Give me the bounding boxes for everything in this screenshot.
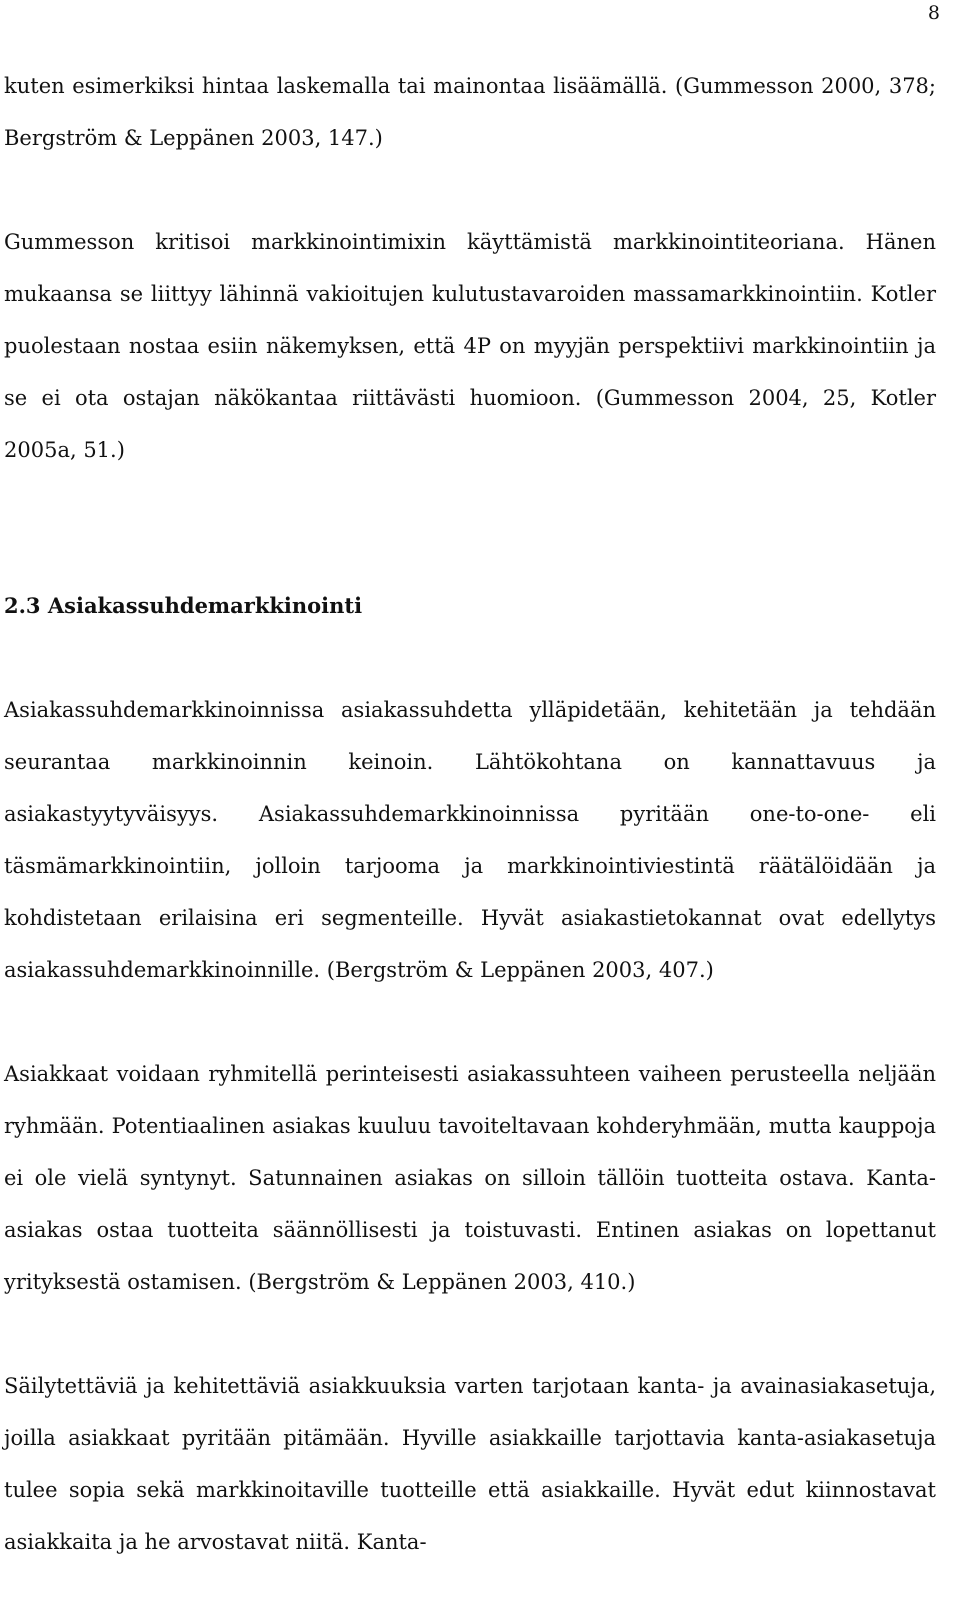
paragraph-5: Säilytettäviä ja kehitettäviä asiakkuuksia varten tarjotaan kanta- ja avainasiakasetuja, joilla asiakkaat pyritään pitämään. Hyville asiakkaille tarjottavia kanta-asiakasetuja tulee sopia sekä markkinoitaville tuotteille että asiakkaille. Hyvät edut kiinnostavat asiakkaita ja he arvostavat niitä. Kanta- <box>4 1374 936 1554</box>
paragraph-2: Gummesson kritisoi markkinointimixin käyttämistä markkinointiteoriana. Hänen mukaansa se liittyy lähinnä vakioitujen kulutustavaroiden massamarkkinointiin. Kotler puolestaan nostaa esiin näkemyksen, että 4P on myyjän perspektiivi markkinointiin ja se ei ota ostajan näkökantaa riittävästi huomioon. (Gummesson 2004, 25, Kotler 2005a, 51.) <box>4 230 936 462</box>
paragraph-gap <box>4 164 936 216</box>
page-number: 8 <box>927 2 940 24</box>
paragraph-gap <box>4 528 936 580</box>
paragraph-3: Asiakassuhdemarkkinoinnissa asiakassuhdetta ylläpidetään, kehitetään ja tehdään seurantaa markkinoinnin keinoin. Lähtökohtana on kannattavuus ja asiakastyytyväisyys. Asiakassuhdemarkkinoinnissa pyritään one-to-one- eli täsmämarkkinointiin, jolloin tarjooma ja markkinointiviestintä räätälöidään ja kohdistetaan erilaisina eri segmenteille. Hyvät asiakastietokannat ovat edellytys asiakassuhdemarkkinoinnille. (Bergström & Leppänen 2003, 407.) <box>4 698 936 982</box>
paragraph-gap <box>4 476 936 528</box>
paragraph-gap <box>4 996 936 1048</box>
paragraph-gap <box>4 632 936 684</box>
paragraph-gap <box>4 1308 936 1360</box>
section-heading: 2.3 Asiakassuhdemarkkinointi <box>4 593 363 618</box>
document-body <box>4 60 936 1568</box>
paragraph-4: Asiakkaat voidaan ryhmitellä perinteisesti asiakassuhteen vaiheen perusteella neljään ryhmään. Potentiaalinen asiakas kuuluu tavoiteltavaan kohderyhmään, mutta kauppoja ei ole vielä syntynyt. Satunnainen asiakas on silloin tällöin tuotteita ostava. Kanta-asiakas ostaa tuotteita säännöllisesti ja toistuvasti. Entinen asiakas on lopettanut yrityksestä ostamisen. (Bergström & Leppänen 2003, 410.) <box>4 1062 936 1294</box>
paragraph-1: kuten esimerkiksi hintaa laskemalla tai mainontaa lisäämällä. (Gummesson 2000, 378; Bergström & Leppänen 2003, 147.) <box>4 74 936 150</box>
